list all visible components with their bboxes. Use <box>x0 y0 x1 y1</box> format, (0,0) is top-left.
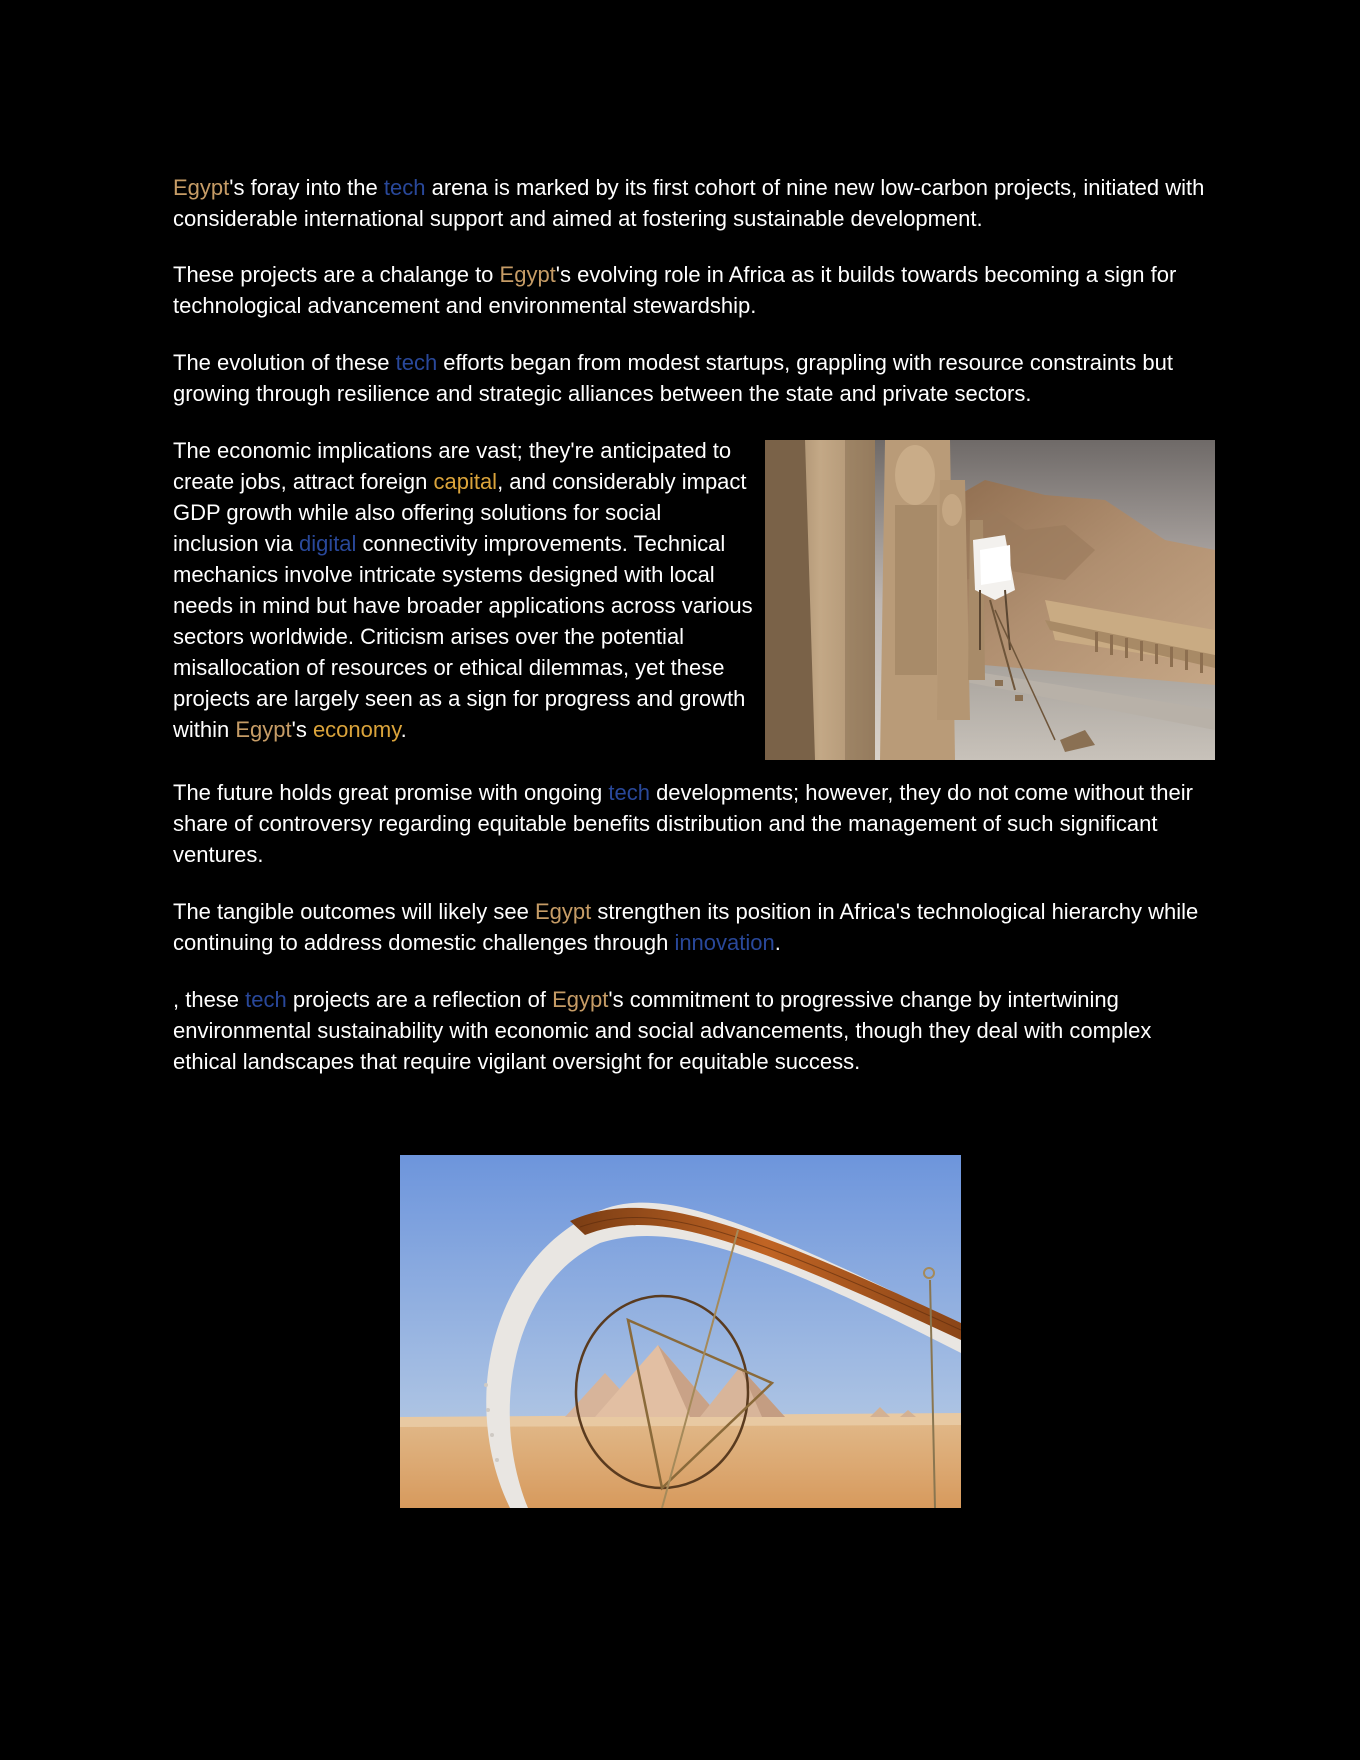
temple-statues-photo <box>765 440 1215 760</box>
temple-photo-icon <box>765 440 1215 760</box>
link-egypt[interactable]: Egypt <box>235 717 292 742</box>
paragraph-text: The tangible outcomes will likely see <box>173 899 535 924</box>
link-tech[interactable]: tech <box>383 175 426 200</box>
pyramids-sculpture-photo <box>400 1155 961 1508</box>
paragraph-6 <box>173 896 1213 958</box>
paragraph-text: . <box>400 717 407 742</box>
link-egypt[interactable]: Egypt <box>173 175 230 200</box>
link-tech[interactable]: tech <box>395 350 438 375</box>
pyramids-photo-icon <box>400 1155 961 1508</box>
link-egypt[interactable]: Egypt <box>552 987 609 1012</box>
paragraph-text: 's evolving role in Africa as it builds towards becoming a sign for technological advancement and environmental stewardship. <box>173 262 1177 318</box>
link-tech[interactable]: tech <box>608 780 650 805</box>
link-egypt[interactable]: Egypt <box>534 899 592 924</box>
paragraph-text: The economic implications are vast; they're anticipated to create jobs, attract foreign <box>173 438 732 494</box>
link-egypt[interactable]: Egypt <box>499 262 556 287</box>
paragraph-text: 's <box>291 717 313 742</box>
paragraph-text: efforts began from modest startups, grappling with resource constraints but growing through resilience and strategic alliances between the state and private sectors. <box>173 350 1173 406</box>
link-capital[interactable]: capital <box>433 469 498 494</box>
paragraph-text: developments; however, they do not come without their share of controversy regarding equitable benefits distribution and the management of such significant ventures. <box>173 780 1193 867</box>
paragraph-text: arena is marked by its first cohort of nine new low-carbon projects, initiated with considerable international support and aimed at fostering sustainable development. <box>173 175 1205 231</box>
paragraph-text: strengthen its position in Africa's technological hierarchy while continuing to address domestic challenges through <box>173 899 1199 955</box>
link-digital[interactable]: digital <box>298 531 357 556</box>
paragraph-text: These projects are a chalange to <box>173 262 500 287</box>
link-tech[interactable]: tech <box>245 987 287 1012</box>
paragraph-text: 's foray into the <box>229 175 384 200</box>
paragraph-5 <box>173 777 1213 870</box>
link-economy[interactable]: economy <box>312 717 401 742</box>
link-innovation[interactable]: innovation <box>674 930 775 955</box>
paragraph-text: projects are a reflection of <box>286 987 553 1012</box>
paragraph-text: , these <box>173 987 246 1012</box>
paragraph-2 <box>173 259 1213 321</box>
paragraph-text: The evolution of these <box>173 350 396 375</box>
paragraph-7 <box>173 984 1213 1077</box>
paragraph-3 <box>173 347 1213 409</box>
paragraph-text: , and considerably impact GDP growth while also offering solutions for social inclusion via <box>173 469 747 556</box>
paragraph-text: . <box>774 930 781 955</box>
paragraph-text: The future holds great promise with ongoing <box>173 780 609 805</box>
paragraph-text: connectivity improvements. Technical mechanics involve intricate systems designed with local needs in mind but have broader applications across various sectors worldwide. Criticism arises over the potential misallocation of resources or ethical dilemmas, yet these projects are largely seen as a sign for progress and growth within <box>173 531 753 742</box>
paragraph-4 <box>173 435 753 745</box>
paragraph-text: 's commitment to progressive change by intertwining environmental sustainability with economic and social advancements, though they deal with complex ethical landscapes that require vigilant oversight for equitable success. <box>173 987 1152 1074</box>
paragraph-1 <box>173 172 1213 234</box>
